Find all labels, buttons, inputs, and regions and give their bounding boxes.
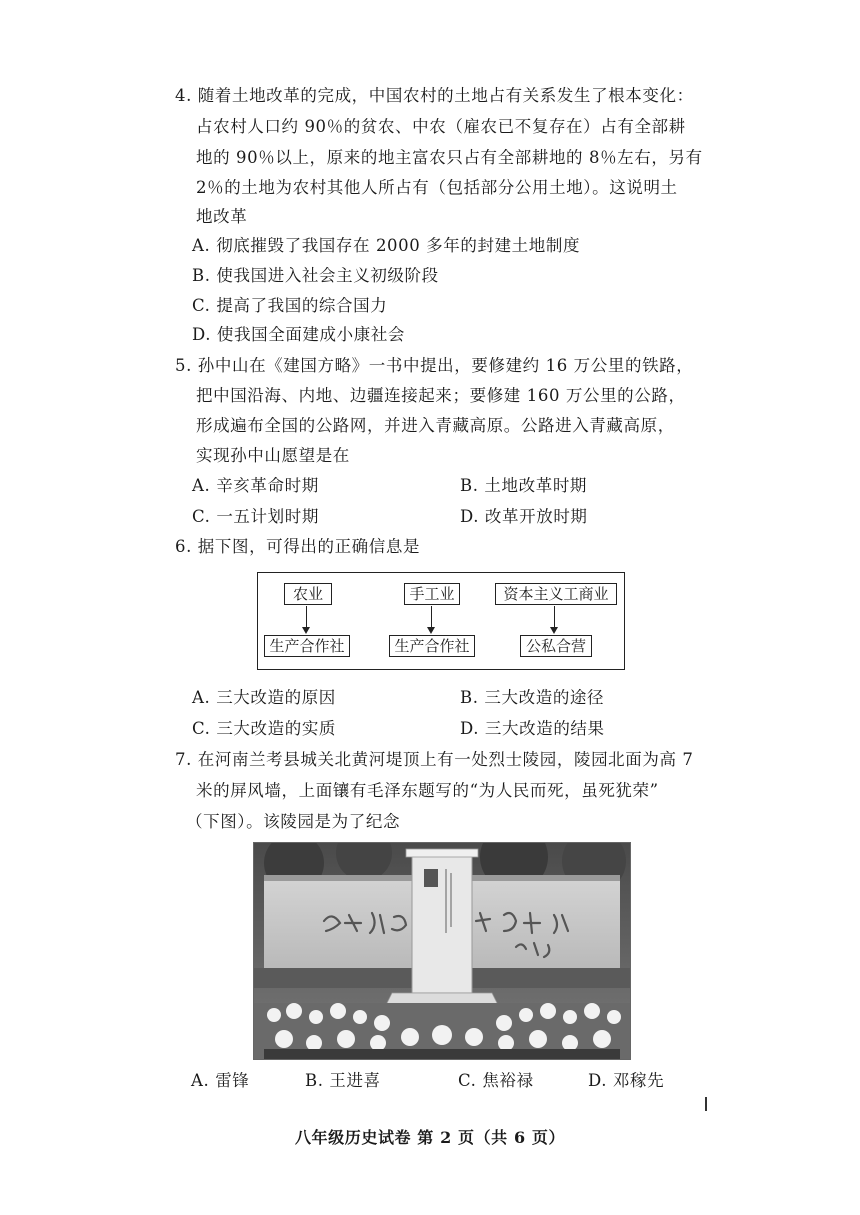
- diagram-box-handicraft: 手工业: [404, 583, 460, 605]
- q7-option-c: C. 焦裕禄: [458, 1071, 534, 1090]
- q5-option-b: B. 土地改革时期: [460, 476, 588, 495]
- q4-option-b: B. 使我国进入社会主义初级阶段: [192, 266, 439, 285]
- q5-option-a: A. 辛亥革命时期: [192, 476, 319, 495]
- q6-stem: 6. 据下图，可得出的正确信息是: [175, 537, 421, 556]
- q4-option-d: D. 使我国全面建成小康社会: [192, 325, 406, 344]
- q4-stem-line-5: 地改革: [196, 207, 248, 226]
- q7-stem-line-2: 米的屏风墙，上面镶有毛泽东题写的“为人民而死，虽死犹荣”: [196, 781, 659, 800]
- q5-stem-line-3: 形成遍布全国的公路网，并进入青藏高原。公路进入青藏高原，: [196, 416, 675, 435]
- diagram-arrow-3: [554, 606, 555, 632]
- q4-option-c: C. 提高了我国的综合国力: [192, 296, 388, 315]
- diagram-arrow-2: [431, 606, 432, 632]
- q6-option-c: C. 三大改造的实质: [192, 719, 337, 738]
- q7-option-b: B. 王进喜: [305, 1071, 381, 1090]
- diagram-arrow-1: [306, 606, 307, 632]
- q5-option-c: C. 一五计划时期: [192, 507, 319, 526]
- diagram-box-cooperative-2: 生产合作社: [389, 635, 475, 657]
- q4-stem-line-3: 地的 90％以上，原来的地主富农只占有全部耕地的 8％左右，另有: [196, 148, 703, 167]
- diagram-box-cooperative-1: 生产合作社: [264, 635, 350, 657]
- q5-stem-line-2: 把中国沿海、内地、边疆连接起来；要修建 160 万公里的公路，: [196, 386, 686, 405]
- q7-option-a: A. 雷锋: [191, 1071, 250, 1090]
- q4-stem-line-1: 4. 随着土地改革的完成，中国农村的土地占有关系发生了根本变化：: [175, 86, 694, 105]
- q7-stem-line-1: 7. 在河南兰考县城关北黄河堤顶上有一处烈士陵园，陵园北面为高 7: [175, 750, 694, 769]
- q5-stem-line-1: 5. 孙中山在《建国方略》一书中提出，要修建约 16 万公里的铁路，: [175, 356, 694, 375]
- socialist-transformation-diagram: [257, 572, 625, 670]
- q6-option-d: D. 三大改造的结果: [460, 719, 605, 738]
- q4-option-a: A. 彻底摧毁了我国存在 2000 多年的封建土地制度: [192, 236, 581, 255]
- q6-option-a: A. 三大改造的原因: [192, 688, 336, 707]
- memorial-photo: [253, 842, 631, 1060]
- q4-stem-line-2: 占农村人口约 90％的贫农、中农（雇农已不复存在）占有全部耕: [196, 117, 686, 136]
- diagram-box-joint-venture: 公私合营: [520, 635, 592, 657]
- q5-option-d: D. 改革开放时期: [460, 507, 588, 526]
- diagram-box-capitalist-industry: 资本主义工商业: [495, 583, 617, 605]
- page-footer: 八年级历史试卷 第 2 页（共 6 页）: [294, 1128, 566, 1147]
- q5-stem-line-4: 实现孙中山愿望是在: [196, 446, 350, 465]
- margin-mark: [705, 1097, 707, 1111]
- q7-option-d: D. 邓稼先: [588, 1071, 665, 1090]
- q4-stem-line-4: 2％的土地为农村其他人所占有（包括部分公用土地）。这说明土: [196, 178, 678, 197]
- q6-option-b: B. 三大改造的途径: [460, 688, 605, 707]
- diagram-box-agriculture: 农业: [284, 583, 332, 605]
- q7-stem-line-3: （下图）。该陵园是为了纪念: [186, 812, 401, 831]
